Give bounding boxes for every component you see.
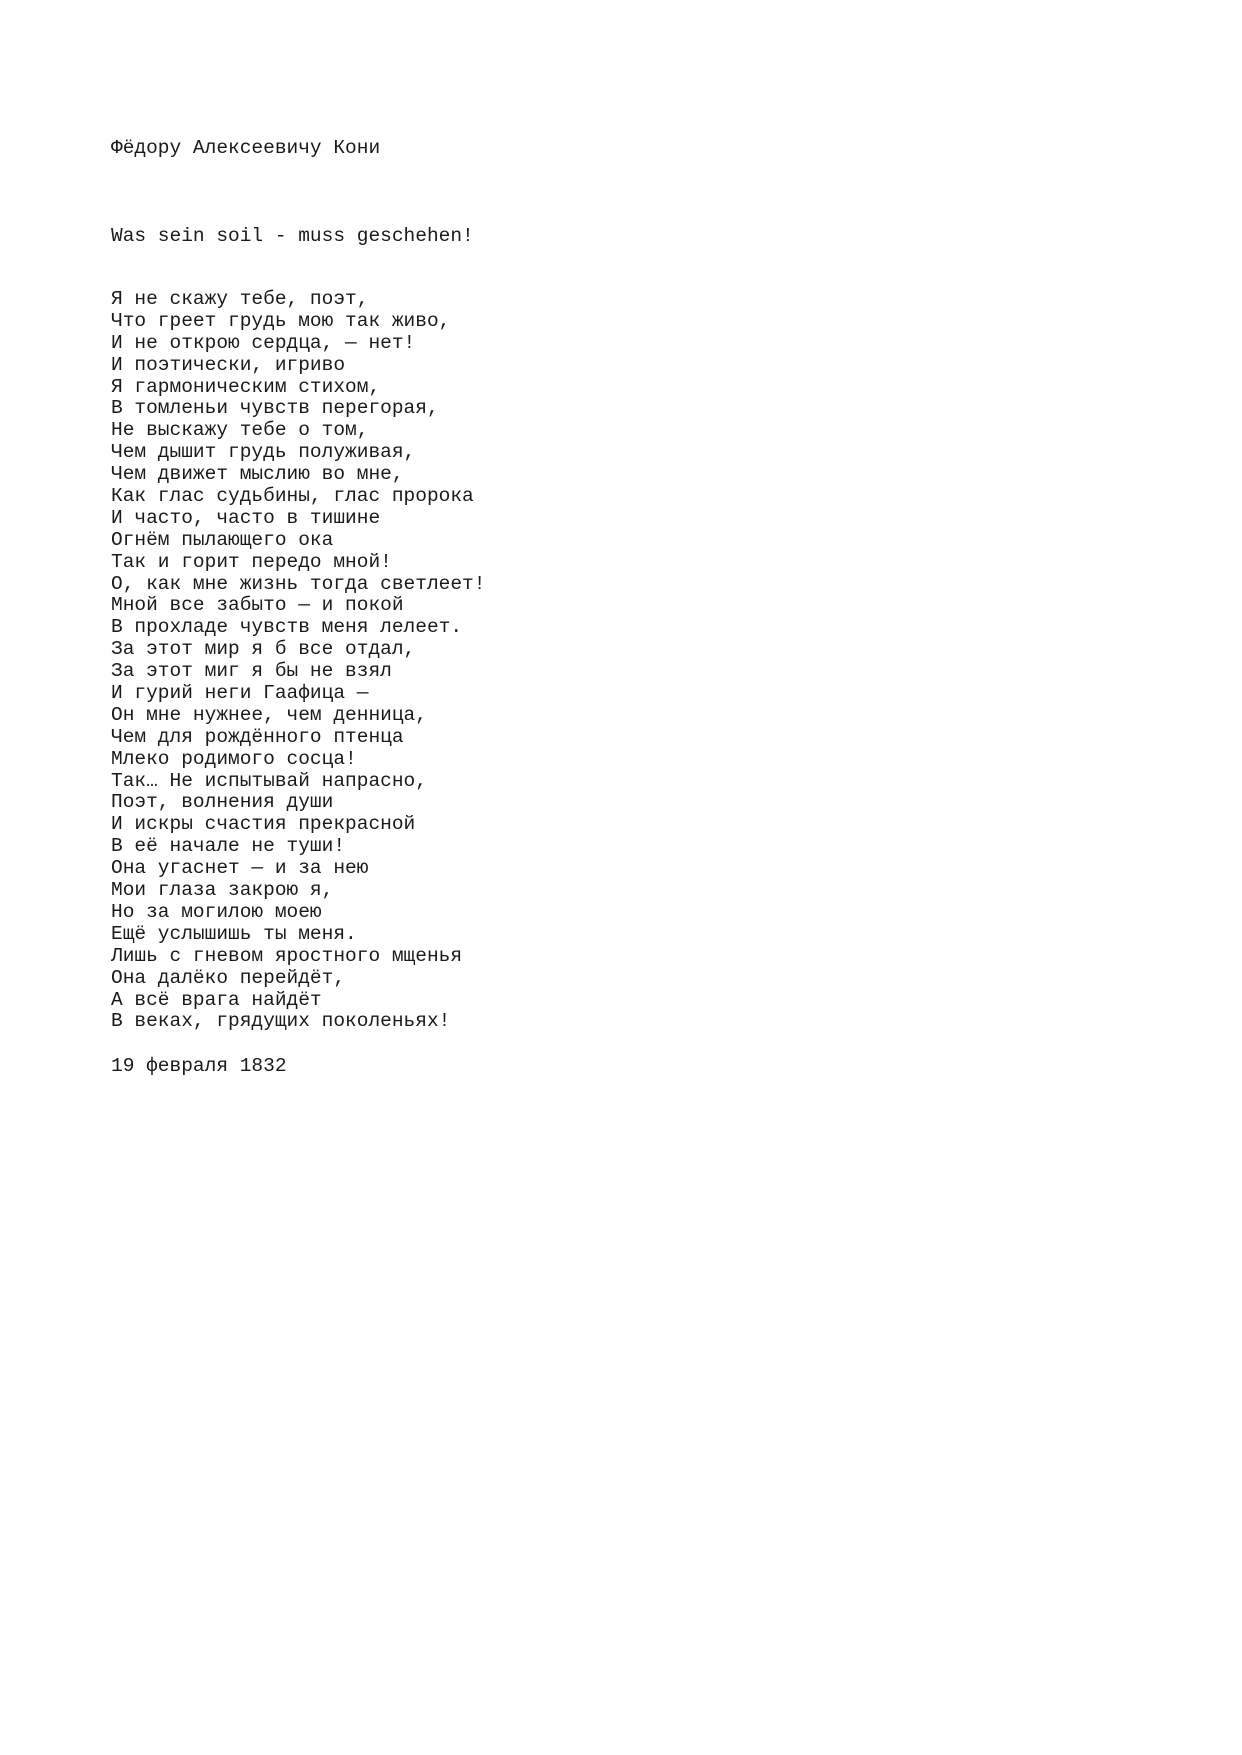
poem-line: Млеко родимого сосца! bbox=[111, 747, 357, 770]
poem-line: О, как мне жизнь тогда светлеет! bbox=[111, 572, 486, 595]
poem-line: Но за могилою моею bbox=[111, 900, 322, 923]
poem-line: Чем движет мыслию во мне, bbox=[111, 463, 404, 486]
poem-line: Мной все забыто — и покой bbox=[111, 594, 404, 617]
poem-line: Чем дышит грудь полуживая, bbox=[111, 441, 416, 464]
poem-line: Не выскажу тебе о том, bbox=[111, 419, 369, 442]
poem-line: А всё врага найдёт bbox=[111, 988, 322, 1011]
poem-line: И искры счастия прекрасной bbox=[111, 813, 416, 836]
poem-date: 19 февраля 1832 bbox=[111, 1055, 287, 1077]
poem-line: В томленьи чувств перегорая, bbox=[111, 397, 439, 420]
poem-line: За этот мир я б все отдал, bbox=[111, 638, 416, 661]
poem-line: Я не скажу тебе, поэт, bbox=[111, 288, 369, 310]
poem-line: Она далёко перейдёт, bbox=[111, 966, 346, 989]
poem-line: Лишь с гневом яростного мщенья bbox=[111, 944, 463, 967]
poem-line: Как глас судьбины, глас пророка bbox=[111, 485, 474, 508]
poem-line: Мои глаза закрою я, bbox=[111, 879, 334, 902]
poem-line: В веках, грядущих поколеньях! bbox=[111, 1010, 451, 1033]
poem-line: И поэтически, игриво bbox=[111, 353, 346, 376]
poem-line: Что греет грудь мою так живо, bbox=[111, 309, 451, 332]
dedication: Фёдору Алексеевичу Кони bbox=[111, 137, 381, 159]
poem-line: Так и горит передо мной! bbox=[111, 550, 392, 573]
poem-line: Поэт, волнения души bbox=[111, 791, 334, 814]
poem-line: И не открою сердца, — нет! bbox=[111, 331, 416, 354]
poem-line: И гурий неги Гаафица — bbox=[111, 682, 369, 705]
poem-line: За этот миг я бы не взял bbox=[111, 660, 392, 683]
poem-line: Огнём пылающего ока bbox=[111, 528, 334, 551]
epigraph: Was sein soil - muss geschehen! bbox=[111, 225, 474, 247]
poem-line: Так… Не испытывай напрасно, bbox=[111, 769, 427, 792]
poem-line: Он мне нужнее, чем денница, bbox=[111, 703, 427, 726]
poem-line: Чем для рождённого птенца bbox=[111, 725, 404, 748]
poem-body bbox=[111, 289, 485, 1033]
poem-line: В её начале не туши! bbox=[111, 835, 346, 858]
poem-line: И часто, часто в тишине bbox=[111, 506, 381, 529]
poem-line: Ещё услышишь ты меня. bbox=[111, 922, 357, 945]
poem-line: Она угаснет — и за нею bbox=[111, 857, 369, 880]
poem-line: В прохладе чувств меня лелеет. bbox=[111, 616, 463, 639]
poem-line: Я гармоническим стихом, bbox=[111, 375, 381, 398]
